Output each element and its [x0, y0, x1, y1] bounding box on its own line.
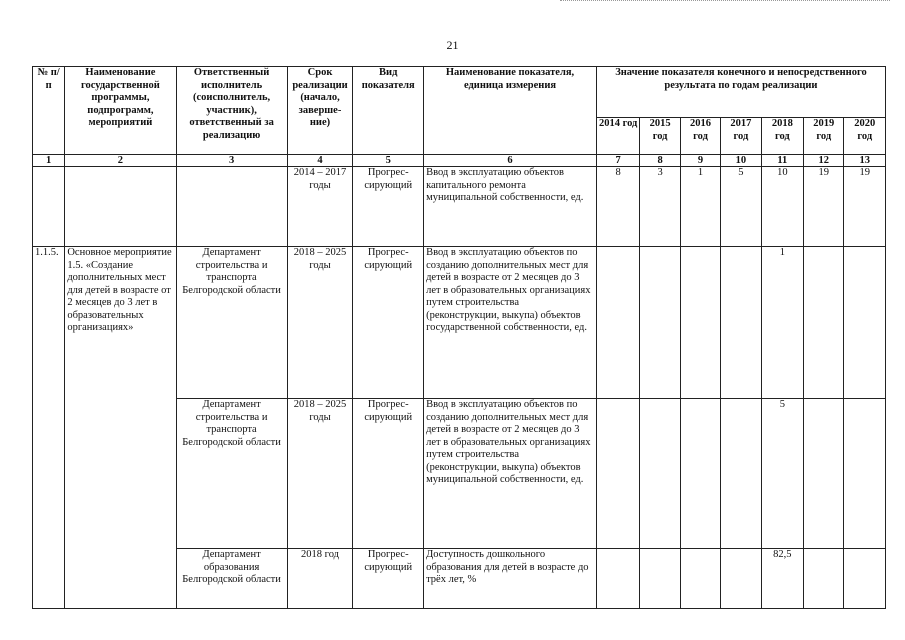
row-value-2014	[596, 247, 639, 399]
row-value-2016	[680, 399, 720, 549]
row-indicator-name: Ввод в эксплуатацию объектов капитального ремонта муниципальной собственности, ед.	[424, 167, 597, 247]
table-row	[33, 167, 886, 247]
row-value-2019	[804, 247, 844, 399]
row-value-2016: 1	[680, 167, 720, 247]
row-indicator-type: Прогрес-сирующий	[353, 399, 424, 549]
header-year: 2020 год	[844, 118, 886, 155]
header-year: 2016 год	[680, 118, 720, 155]
header-year: 2014 год	[596, 118, 639, 155]
column-number: 7	[596, 155, 639, 167]
row-value-2015: 3	[640, 167, 680, 247]
header-year: 2018 год	[761, 118, 803, 155]
row-value-2016	[680, 247, 720, 399]
row-value-2017: 5	[721, 167, 761, 247]
row-value-2017	[721, 549, 761, 609]
row-executor: Департамент строительства и транспорта Белгородской области	[176, 247, 287, 399]
row-value-2020	[844, 247, 886, 399]
table-row	[33, 247, 886, 399]
row-value-2019: 19	[804, 167, 844, 247]
row-indicator-type: Прогрес-сирующий	[353, 167, 424, 247]
row-value-2018: 82,5	[761, 549, 803, 609]
row-num: 1.1.5.	[33, 247, 65, 609]
row-period: 2018 – 2025 годы	[287, 399, 353, 549]
row-period: 2018 – 2025 годы	[287, 247, 353, 399]
column-number: 1	[33, 155, 65, 167]
row-indicator-name: Ввод в эксплуатацию объектов по созданию дополнительных мест для детей в возрасте от 2 месяцев до 3 лет в образовательных организациях путем строительства (реконструкции, выкупа) объектов государственной собственности, ед.	[424, 247, 597, 399]
header-program-name: Наименование государственной программы, подпрограмм, мероприятий	[65, 67, 176, 155]
column-number: 10	[721, 155, 761, 167]
header-executor: Ответственный исполнитель (соисполнитель, участник), ответственный за реализацию	[176, 67, 287, 155]
column-number: 13	[844, 155, 886, 167]
row-period: 2018 год	[287, 549, 353, 609]
column-number: 12	[804, 155, 844, 167]
header-values-group: Значение показателя конечного и непосредственного результата по годам реализации	[596, 67, 885, 118]
column-number: 4	[287, 155, 353, 167]
header-indicator-type: Вид показателя	[353, 67, 424, 155]
row-indicator-type: Прогрес-сирующий	[353, 549, 424, 609]
row-value-2016	[680, 549, 720, 609]
row-value-2018: 1	[761, 247, 803, 399]
row-period: 2014 – 2017 годы	[287, 167, 353, 247]
column-number: 2	[65, 155, 176, 167]
header-indicator-name: Наименование показателя, единица измерения	[424, 67, 597, 155]
indicators-table	[32, 66, 886, 609]
row-indicator-name: Ввод в эксплуатацию объектов по созданию дополнительных мест для детей в возрасте от 2 месяцев до 3 лет в образовательных организациях путем строительства (реконструкции, выкупа) объектов муниципальной собственности, ед.	[424, 399, 597, 549]
row-indicator-type: Прогрес-сирующий	[353, 247, 424, 399]
column-number: 3	[176, 155, 287, 167]
header-year: 2015 год	[640, 118, 680, 155]
scan-artifact-line	[560, 0, 890, 3]
row-value-2020: 19	[844, 167, 886, 247]
header-num: № п/п	[33, 67, 65, 155]
row-value-2015	[640, 399, 680, 549]
column-number: 11	[761, 155, 803, 167]
column-number: 9	[680, 155, 720, 167]
row-value-2019	[804, 399, 844, 549]
row-value-2014	[596, 399, 639, 549]
column-number: 5	[353, 155, 424, 167]
header-year: 2017 год	[721, 118, 761, 155]
row-value-2017	[721, 247, 761, 399]
header-period: Срок реализации (начало, заверше-ние)	[287, 67, 353, 155]
row-value-2015	[640, 549, 680, 609]
row-value-2017	[721, 399, 761, 549]
row-executor: Департамент образования Белгородской области	[176, 549, 287, 609]
row-value-2019	[804, 549, 844, 609]
row-value-2018: 10	[761, 167, 803, 247]
row-value-2014	[596, 549, 639, 609]
row-value-2015	[640, 247, 680, 399]
row-value-2018: 5	[761, 399, 803, 549]
row-value-2020	[844, 549, 886, 609]
row-executor: Департамент строительства и транспорта Белгородской области	[176, 399, 287, 549]
row-indicator-name: Доступность дошкольного образования для детей в возрасте до трёх лет, %	[424, 549, 597, 609]
row-executor	[176, 167, 287, 247]
header-year: 2019 год	[804, 118, 844, 155]
row-value-2014: 8	[596, 167, 639, 247]
row-num	[33, 167, 65, 247]
column-number: 6	[424, 155, 597, 167]
row-value-2020	[844, 399, 886, 549]
column-number: 8	[640, 155, 680, 167]
row-program-name: Основное мероприятие 1.5. «Создание дополнительных мест для детей в возрасте от 2 месяцев до 3 лет в образовательных организациях»	[65, 247, 176, 609]
page-number: 21	[446, 38, 459, 52]
row-program-name	[65, 167, 176, 247]
